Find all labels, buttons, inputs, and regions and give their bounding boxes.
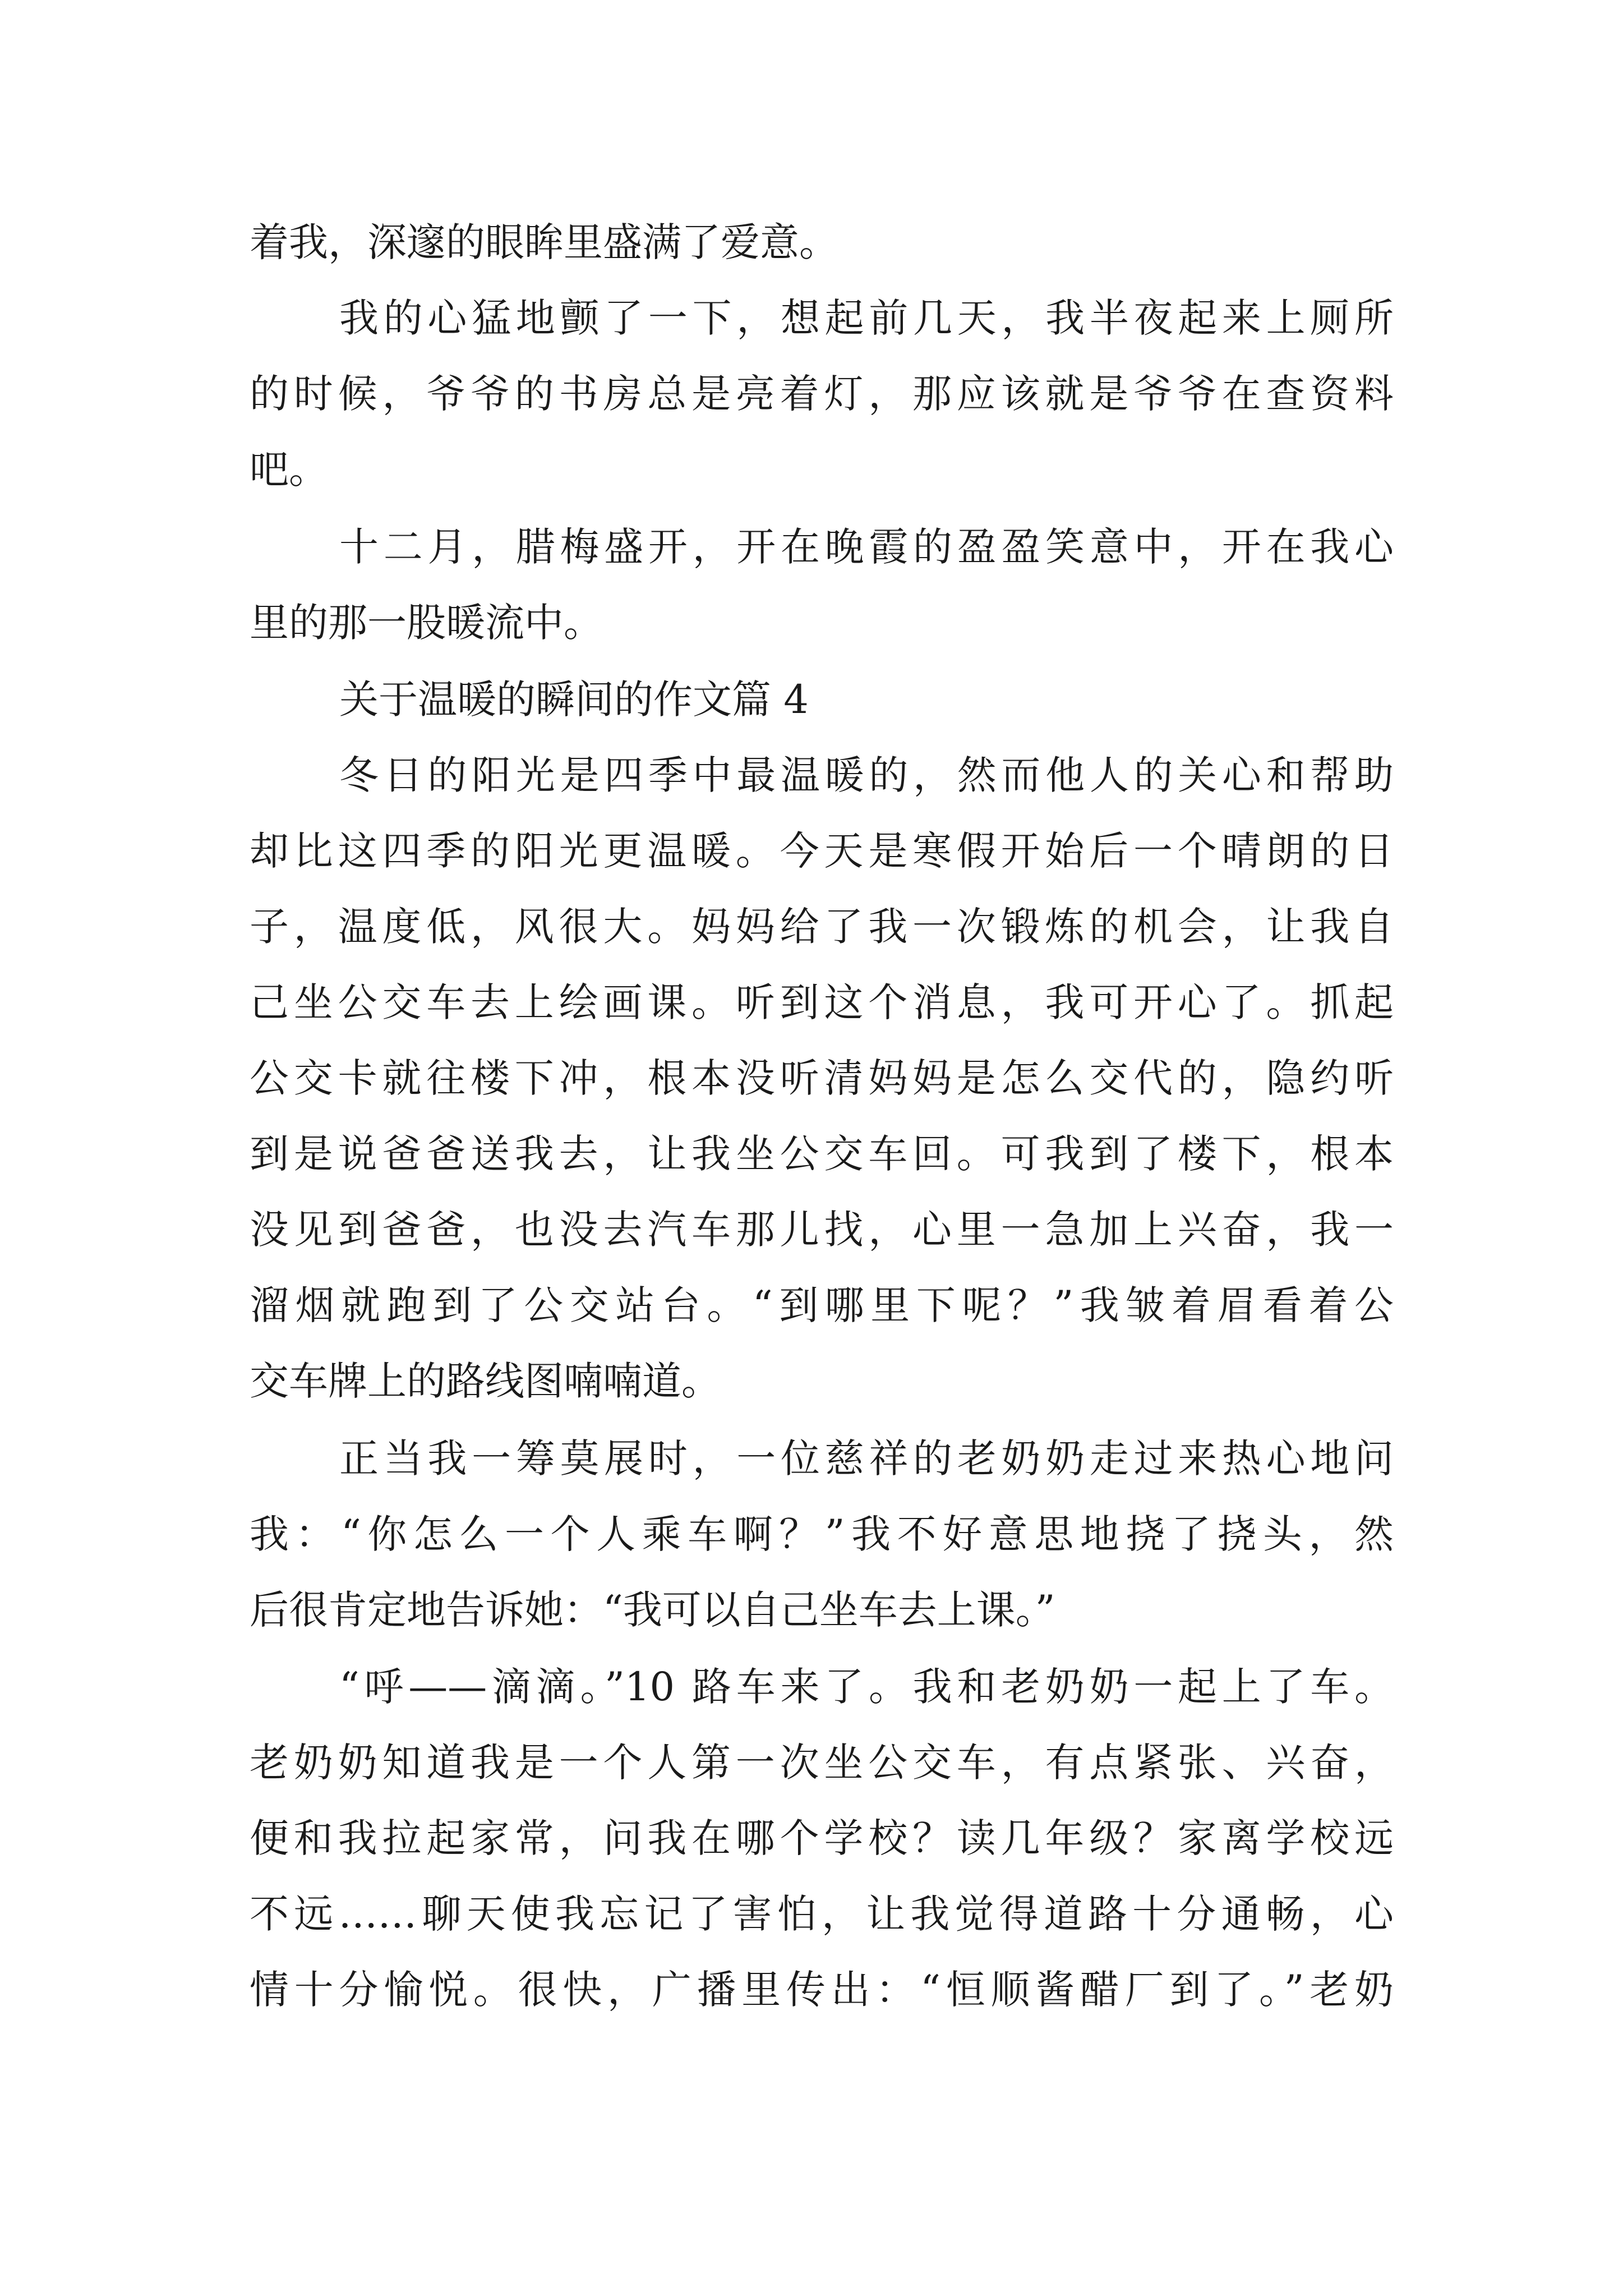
text-line: 子，温度低，风很大。妈妈给了我一次锻炼的机会，让我自 <box>250 904 1394 950</box>
paragraph-first-line: 冬日的阳光是四季中最温暖的，然而他人的关心和帮助 <box>339 752 1394 798</box>
paragraph-first-line: 我的心猛地颤了一下，想起前几天，我半夜起来上厕所 <box>339 295 1394 341</box>
text-line: 交车牌上的路线图喃喃道。 <box>250 1358 721 1404</box>
text-line: 到是说爸爸送我去，让我坐公交车回。可我到了楼下，根本 <box>250 1131 1394 1177</box>
text-line: 后很肯定地告诉她：“我可以自己坐车去上课。” <box>250 1587 1055 1633</box>
text-line: 己坐公交车去上绘画课。听到这个消息，我可开心了。抓起 <box>250 979 1394 1025</box>
text-line: 没见到爸爸，也没去汽车那儿找，心里一急加上兴奋，我一 <box>250 1207 1394 1253</box>
text-line: 便和我拉起家常，问我在哪个学校？读几年级？家离学校远 <box>250 1815 1394 1861</box>
section-heading: 关于温暖的瞬间的作文篇 4 <box>339 677 809 723</box>
text-line: 里的那一股暖流中。 <box>250 600 603 646</box>
paragraph-first-line: 正当我一筹莫展时，一位慈祥的老奶奶走过来热心地问 <box>339 1435 1394 1481</box>
text-line: 老奶奶知道我是一个人第一次坐公交车，有点紧张、兴奋， <box>250 1740 1394 1786</box>
text-line: 不远……聊天使我忘记了害怕，让我觉得道路十分通畅，心 <box>250 1891 1394 1937</box>
text-line: 吧。 <box>250 447 328 493</box>
paragraph-first-line: 十二月，腊梅盛开，开在晚霞的盈盈笑意中，开在我心 <box>339 524 1394 570</box>
text-line: 我：“你怎么一个人乘车啊？”我不好意思地挠了挠头，然 <box>250 1511 1394 1557</box>
paragraph-first-line: “呼——滴滴。”10 路车来了。我和老奶奶一起上了车。 <box>339 1664 1394 1710</box>
text-line: 溜烟就跑到了公交站台。“到哪里下呢？”我皱着眉看着公 <box>250 1282 1394 1328</box>
text-line: 却比这四季的阳光更温暖。今天是寒假开始后一个晴朗的日 <box>250 828 1394 874</box>
text-line: 公交卡就往楼下冲，根本没听清妈妈是怎么交代的，隐约听 <box>250 1055 1394 1101</box>
text-line: 着我，深邃的眼眸里盛满了爱意。 <box>250 219 838 265</box>
text-line: 情十分愉悦。很快，广播里传出：“恒顺酱醋厂到了。”老奶 <box>250 1967 1394 2013</box>
text-line: 的时候，爷爷的书房总是亮着灯，那应该就是爷爷在查资料 <box>250 371 1394 417</box>
